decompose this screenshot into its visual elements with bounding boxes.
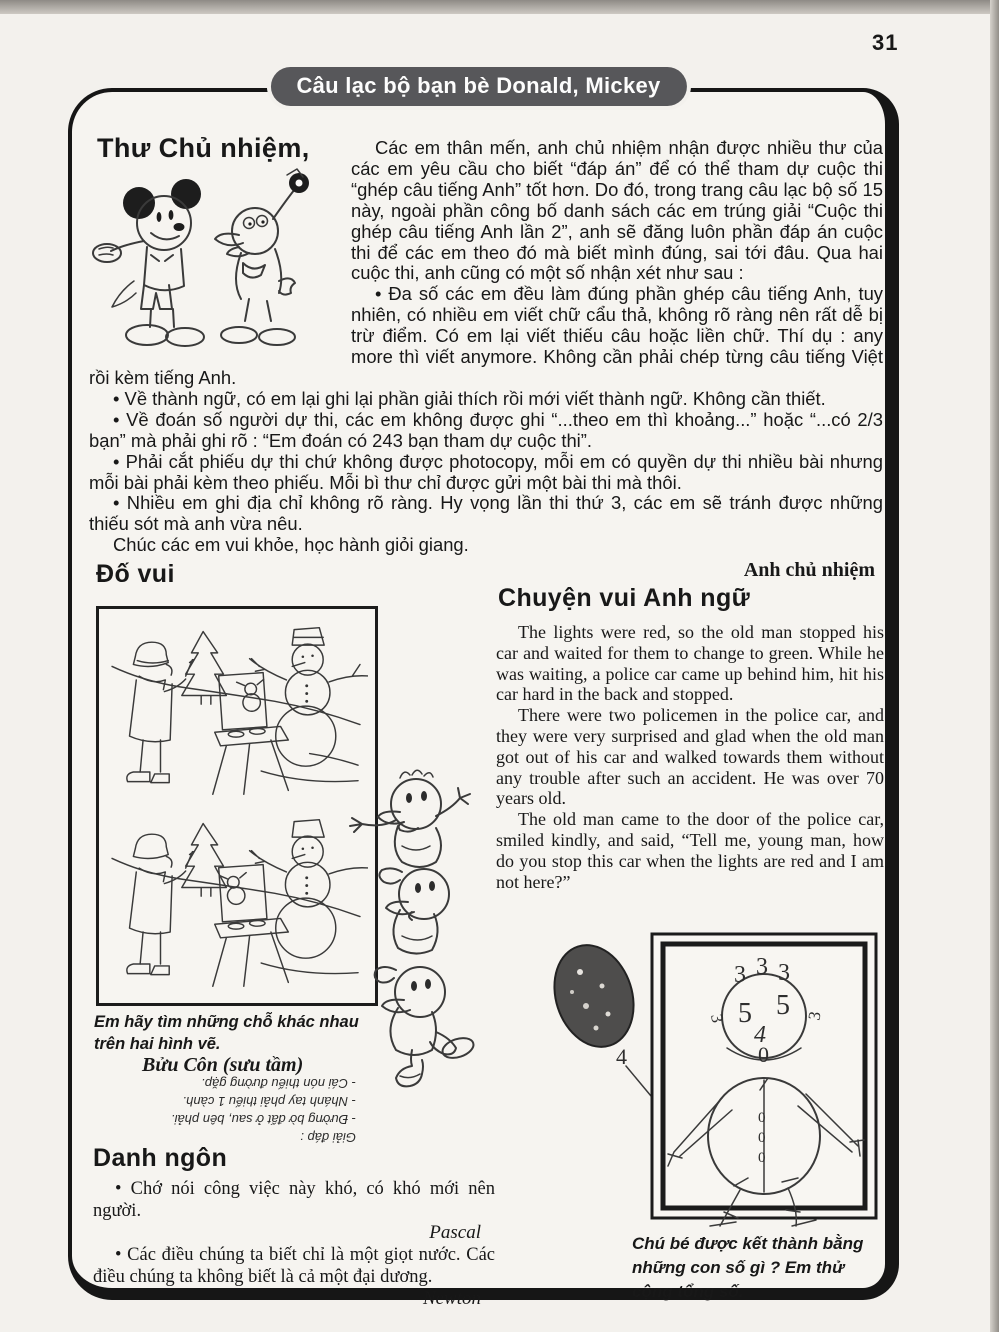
number-figure-caption: Chú bé được kết thành bằng những con số gì ? Em thử cộng tổng số.: [632, 1234, 864, 1301]
spot-difference-panel-2: [106, 810, 368, 994]
letter-bullet: • Về thành ngữ, có em lại ghi lại phần giải thích rồi mới viết thành ngữ. Không cần thiết.: [113, 387, 826, 409]
hair-number: 3: [734, 962, 746, 988]
puzzle-answer-item: - Đường bờ đất ở sau, bên phải.: [170, 1112, 356, 1127]
letter-signature: Anh chủ nhiệm: [743, 559, 875, 582]
content-frame: [68, 73, 899, 1309]
letter-intro: Các em thân mến, anh chủ nhiệm nhận được nhiều thư của các em yêu cầu cho biết “đáp án” để có thể tham dự cuộc thi “ghép câu tiếng Anh” tốt hơn. Do đó, trong trang câu lạc bộ số 15 này, ngoài phần công bố danh sách các em trúng giải “Cuộc thi ghép câu tiếng Anh lần 2”, anh sẽ đăng luôn phần đáp án cuộc thi để các em theo đó mà biết mình đúng, sai tới đâu. Qua hai cuộc thi, anh cũng có một số nhận xét như sau :: [351, 137, 883, 284]
joke-paragraph: There were two policemen in the police car, and they were very surprised and glad when the old man got out of his car and walked towards them without any trouble after such an accident. He was over 70 years old.: [496, 705, 884, 809]
letter-figure: [89, 133, 351, 366]
quote-text: • Chớ nói công việc này khó, có khó mới nên người.: [93, 1179, 495, 1221]
duckling-stack-illustration: [340, 760, 490, 1090]
quotes-title: Danh ngôn: [93, 1144, 228, 1172]
number-figure-illustration: [524, 930, 884, 1230]
puzzle-answer-upside-down: [116, 1074, 356, 1146]
ear-number: 3: [804, 1010, 825, 1022]
letter-closing: Chúc các em vui khỏe, học hành giỏi giang.: [113, 534, 469, 556]
letter-title: Thư Chủ nhiệm,: [97, 133, 310, 163]
letter-bullet: • Đa số các em đều làm đúng phần ghép câu tiếng Anh, tuy nhiên, có nhiều em viết chữ cẩu thả, không rõ ràng nên rất dễ bị trừ điểm. Có em lại viết thiếu câu hoặc liền chữ. Thí dụ : any more thì viết anymore. Không cần phải chép từng câu tiếng Việt rồi kèm tiếng Anh.: [89, 283, 883, 388]
puzzle-credit: Bửu Côn (sưu tầm): [142, 1054, 304, 1076]
hair-number: 3: [756, 954, 768, 980]
quote-author: Pascal: [429, 1222, 481, 1243]
button-number: 0: [758, 1150, 766, 1166]
puzzle-caption: Em hãy tìm những chỗ khác nhau trên hai hình vẽ.: [94, 1013, 359, 1053]
spot-difference-box: [96, 606, 378, 1006]
scan-edge-right: [990, 0, 999, 1332]
scan-edge-top: [0, 0, 999, 14]
joke-text: [496, 622, 884, 892]
hair-number: 3: [778, 960, 790, 986]
quote-text: • Các điều chúng ta biết chỉ là một giọt nước. Các điều chúng ta không biết là cả một đại dương.: [93, 1245, 495, 1287]
puzzle-answer-item: - Nhánh tay phải thiếu 1 cành.: [182, 1094, 356, 1109]
quotes-block: [93, 1178, 495, 1310]
mouth-number: 0: [758, 1042, 769, 1067]
letter-bullet: • Phải cắt phiếu dự thi chứ không được photocopy, mỗi em có quyền dự thi nhiều bài nhưng mỗi bài phải kèm theo phiếu. Mỗi bì thư chỉ được gửi một bài thi mà thôi.: [89, 450, 883, 493]
joke-title: Chuyện vui Anh ngữ: [498, 584, 751, 612]
club-banner: Câu lạc bộ bạn bè Donald, Mickey: [270, 67, 686, 106]
joke-paragraph: The old man came to the door of the police car, smiled kindly, and said, “Tell me, young man, how do you stop this car when the lights are red and I am not here?”: [496, 809, 884, 892]
puzzle-answer-item: - Cái nón thiếu đường gặp.: [201, 1076, 356, 1091]
editor-letter: [89, 133, 883, 582]
nose-number: 4: [754, 1022, 766, 1048]
letter-bullet: • Nhiều em ghi địa chỉ không rõ ràng. Hy vọng lần thi thứ 3, các em sẽ tránh được những thiếu sót mà anh vừa nêu.: [89, 492, 883, 535]
page-number: 31: [872, 30, 899, 55]
mickey-donald-illustration: [89, 163, 344, 351]
joke-paragraph: The lights were red, so the old man stopped his car and waited for them to change to green. While he was waiting, a police car came up behind him, hit his car hard in the back and stopped.: [496, 622, 884, 705]
button-number: 0: [758, 1130, 766, 1146]
spot-difference-panel-1: [106, 618, 368, 802]
letter-bullet: • Về đoán số người dự thi, các em không được ghi “...theo em thì khoảng...” hoặc “...có 2/3 bạn” mà phải ghi rõ : “Em đoán có 243 bạn tham dự cuộc thi”.: [89, 408, 883, 451]
eye-number: 5: [738, 998, 752, 1029]
quote-author: Newton: [422, 1288, 481, 1309]
ear-number: 3: [707, 1012, 728, 1025]
eye-number: 5: [776, 990, 790, 1021]
button-number: 0: [758, 1110, 766, 1126]
balloon-knot-number: 4: [616, 1044, 627, 1069]
puzzle-title: Đố vui: [96, 560, 175, 588]
puzzle-answer-label: Giải đáp :: [300, 1130, 356, 1145]
